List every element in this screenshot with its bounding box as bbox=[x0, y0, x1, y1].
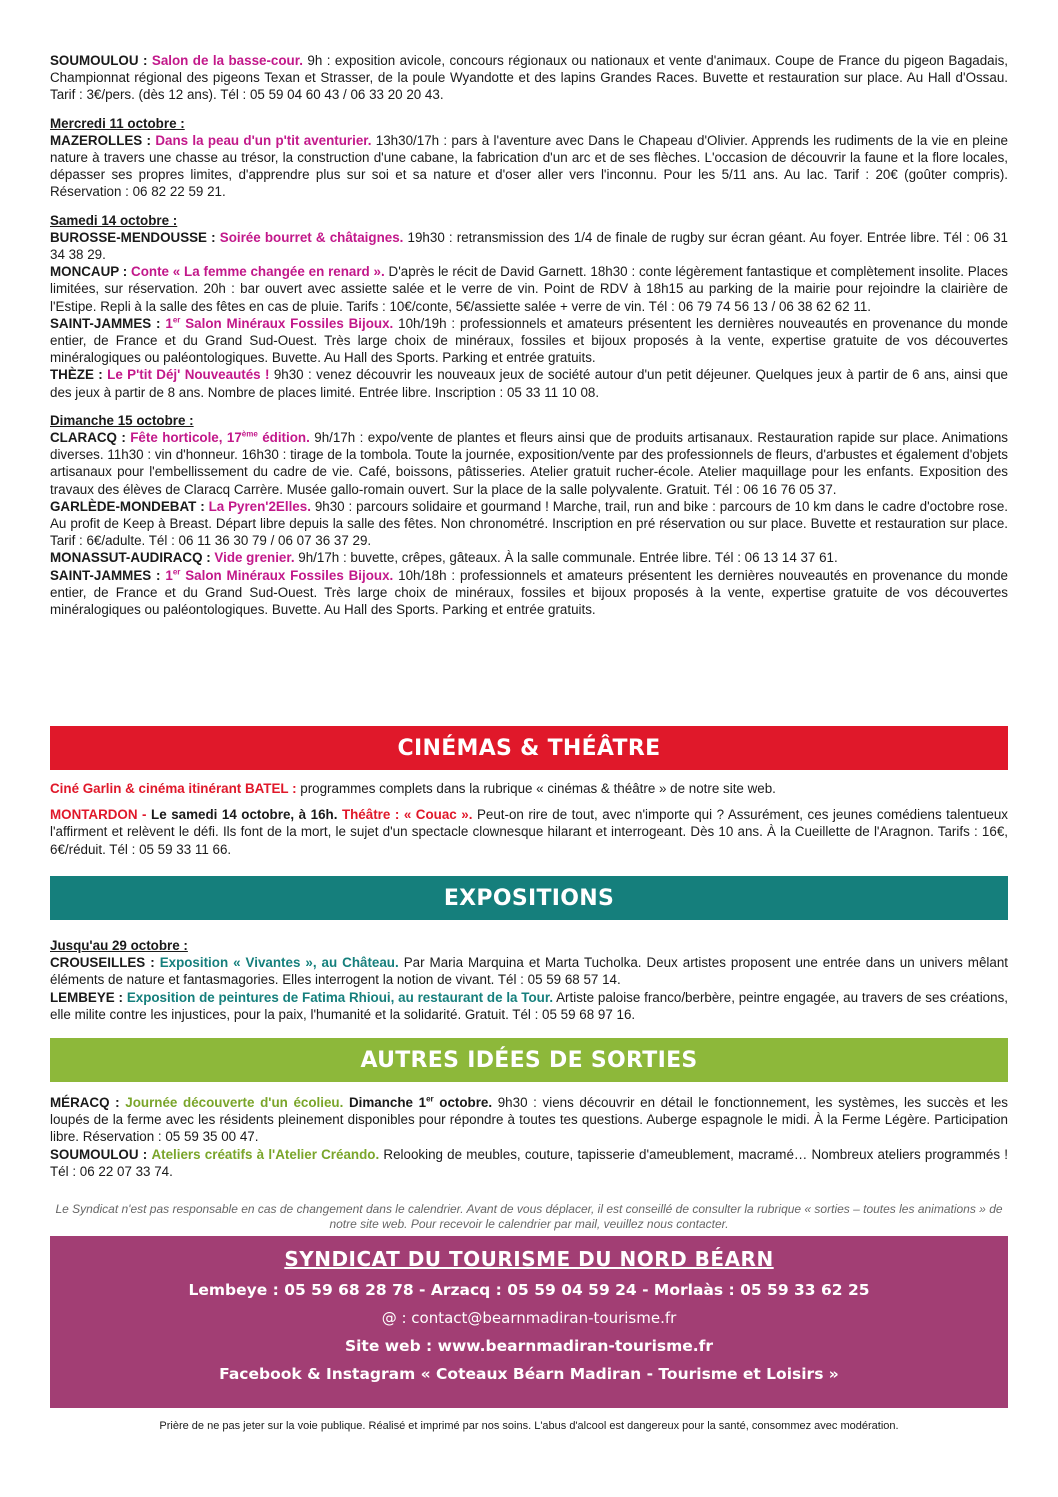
date-heading: Dimanche 15 octobre : bbox=[50, 412, 194, 428]
event-title-sup: er bbox=[172, 567, 181, 577]
event-title: Ateliers créatifs à l'Atelier Créando. bbox=[151, 1146, 380, 1162]
date-heading: Mercredi 11 octobre : bbox=[50, 115, 185, 131]
event-montardon bbox=[50, 806, 1008, 858]
event-title-text: Salon Minéraux Fossiles Bijoux. bbox=[185, 567, 394, 583]
event-title-text: Salon Minéraux Fossiles Bijoux. bbox=[185, 315, 394, 331]
event-theze bbox=[50, 366, 1008, 400]
event-text: Par Maria Marquina et Marta Tucholka. Deux artistes proposent une entrée dans un univers mêlant éléments de nature et fantasmagories. Elles interrogent la notion de vivant. Tél : 05 59 68 57 14. bbox=[50, 955, 1008, 988]
event-place: LEMBEYE : bbox=[50, 989, 123, 1005]
event-meracq bbox=[50, 1094, 1008, 1146]
event-date: Le samedi 14 octobre, à 16h. bbox=[151, 807, 338, 823]
event-claracq bbox=[50, 429, 1008, 498]
event-title-number: 1 bbox=[165, 315, 173, 331]
event-text: D'après le récit de David Garnett. 18h30 : conte légèrement fantastique et complètement insolite. Places limitées, sur réservation. 20h : bar ouvert avec assiette salée et le verre de vin. Point de RDV à 18h15 au parking de la mairie pour rejoindre la clairière de l'Estipe. Repli à la salle des fêtes en cas de pluie. Tarifs : 10€/conte, 5€/assiette salée + verre de vin. Tél : 06 79 74 56 13 / 06 38 62 62 11. bbox=[50, 264, 1008, 314]
event-place: MONTARDON bbox=[50, 807, 138, 823]
event-soumoulou-ateliers bbox=[50, 1146, 1008, 1180]
event-date bbox=[343, 1095, 492, 1110]
event-place: MONCAUP : bbox=[50, 264, 128, 280]
event-place: MÉRACQ : bbox=[50, 1095, 120, 1110]
cinemas-section bbox=[50, 780, 1008, 858]
event-text: Relooking de meubles, couture, tapisserie d'ameublement, macramé… Nombreux ateliers programmés ! Tél : 06 22 07 33 74. bbox=[50, 1146, 1008, 1179]
cinemas-heading: CINÉMAS & THÉÂTRE bbox=[50, 726, 1008, 770]
event-title: Ciné Garlin & cinéma itinérant BATEL : bbox=[50, 781, 297, 796]
event-text: 9h/17h : expo/vente de plantes et fleurs ainsi que de produits artisanaux. Restauration rapide sur place. Animations diverses. 11h30 : vin d'honneur. 16h30 : tirage de la tombola. Toute la journée, exposition/vente par des professionnels de fleurs, d'arbustes et également d'objets artisanaux pour l'embellissement du cadre de vie. Café, boissons, pâtisseries. Atelier gratuit rucher-école. Atelier maquillage pour les enfants. Exposition des travaux des élèves de Claracq Carrère. Musée gallo-romain ouvert. Sur la place de la salle polyvalente. Gratuit. Tél : 06 16 76 05 37. bbox=[50, 430, 1008, 497]
event-title-sup: er bbox=[172, 315, 181, 325]
event-title-post: édition. bbox=[257, 430, 310, 446]
events-section bbox=[50, 52, 1008, 618]
event-title: Dans la peau d'un p'tit aventurier. bbox=[155, 132, 372, 148]
footer-contact-box bbox=[50, 1236, 1008, 1408]
footer-title: SYNDICAT DU TOURISME DU NORD BÉARN bbox=[284, 1247, 774, 1271]
footer-phones: Lembeye : 05 59 68 28 78 - Arzacq : 05 59 04 59 24 - Morlaàs : 05 59 33 62 25 bbox=[188, 1281, 870, 1299]
event-text: Artiste paloise franco/berbère, peintre engagée, au travers de ses créations, elle milite contre les injustices, pour la paix, l'humanité et la solidarité. Gratuit. Tél : 05 59 68 97 16. bbox=[50, 989, 1008, 1022]
bottom-note: Prière de ne pas jeter sur la voie publique. Réalisé et imprimé par nos soins. L'abus d'alcool est dangereux pour la santé, consommez avec modération. bbox=[159, 1420, 899, 1432]
event-saint-jammes-sat bbox=[50, 315, 1008, 367]
event-title: Le P'tit Déj' Nouveautés ! bbox=[107, 367, 270, 383]
event-text: 9h30 : viens découvrir en détail le fonctionnement, les systèmes, les succès et les loupés de la ferme avec les résidents pleinement disponibles pour répondre à toutes tes questions. Auberge espagnole le midi. À la Ferme Légère. Participation libre. Réservation : 05 59 35 00 47. bbox=[50, 1095, 1008, 1145]
event-text: 9h30 : venez découvrir les nouveaux jeux de société autour d'un petit déjeuner. Quelques jeux à partir de 6 ans, ainsi que des jeux à partir de 8 ans. Nombre de places limité. Entrée libre. Inscription : 05 33 11 10 08. bbox=[50, 367, 1008, 400]
event-place: MONASSUT-AUDIRACQ : bbox=[50, 550, 211, 566]
event-title: Salon de la basse-cour. bbox=[151, 53, 303, 68]
event-place: SAINT-JAMMES : bbox=[50, 567, 161, 583]
event-soumoulou bbox=[50, 52, 1008, 104]
disclaimer: Le Syndicat n'est pas responsable en cas de changement dans le calendrier. Avant de vous déplacer, il est conseillé de consulter la rubrique « sorties – toutes les animations » de notre site web. Pour recevoir le calendrier par mail, veuillez nous contacter. bbox=[55, 1202, 1003, 1231]
event-place: CROUSEILLES : bbox=[50, 955, 155, 971]
expositions-section bbox=[50, 937, 1008, 1023]
event-place: BUROSSE-MENDOUSSE : bbox=[50, 229, 216, 245]
event-mazerolles bbox=[50, 132, 1008, 201]
expositions-heading: EXPOSITIONS bbox=[50, 876, 1008, 920]
footer-website[interactable]: Site web : www.bearnmadiran-tourisme.fr bbox=[344, 1337, 714, 1355]
expo-lembeye bbox=[50, 989, 1008, 1023]
event-moncaup bbox=[50, 263, 1008, 315]
event-garlede bbox=[50, 498, 1008, 550]
autres-section bbox=[50, 1094, 1008, 1180]
event-title-text: Fête horticole, 17 bbox=[130, 430, 242, 446]
event-text: 9h/17h : buvette, crêpes, gâteaux. À la salle communale. Entrée libre. Tél : 06 13 14 37 61. bbox=[294, 550, 838, 566]
event-place: MAZEROLLES : bbox=[50, 132, 152, 148]
event-title: Exposition de peintures de Fatima Rhioui, au restaurant de la Tour. bbox=[126, 989, 554, 1005]
date-heading: Samedi 14 octobre : bbox=[50, 212, 178, 228]
autres-heading: AUTRES IDÉES DE SORTIES bbox=[50, 1038, 1008, 1082]
event-text: 10h/18h : professionnels et amateurs présentent les dernières nouveautés en provenance du monde entier, de France et du Grand Sud-Ouest. Très large choix de minéraux, fossiles et bijoux proposés à la vente, expertise gratuite de vos découvertes minéralogiques ou paléontologiques. Buvette. Au Hall des Sports. Parking et entrée gratuits. bbox=[50, 567, 1008, 618]
event-title: Soirée bourret & châtaignes. bbox=[219, 229, 404, 245]
footer-email[interactable]: @ : contact@bearnmadiran-tourisme.fr bbox=[381, 1309, 677, 1327]
event-place: SAINT-JAMMES : bbox=[50, 315, 161, 331]
event-place: GARLÈDE-MONDEBAT : bbox=[50, 498, 205, 514]
event-place: CLARACQ : bbox=[50, 430, 126, 446]
event-place: SOUMOULOU : bbox=[50, 1146, 148, 1162]
cinema-garlin bbox=[50, 780, 1008, 797]
expo-crouseilles bbox=[50, 954, 1008, 988]
event-title: Théâtre : « Couac ». bbox=[337, 807, 473, 823]
event-title: Vide grenier. bbox=[214, 550, 295, 566]
event-title: Conte « La femme changée en renard ». bbox=[131, 264, 385, 280]
event-text: 13h30/17h : pars à l'aventure avec Dans le Chapeau d'Olivier. Apprends les rudiments de la vie en pleine nature à travers une chasse au trésor, la construction d'une cabane, la fabrication d'un arc et de ses flèches. L'occasion de découvrir la faune et la flore locales, dépasser ses propres limites, d'apprendre plus sur soi et sa nature et d'oser aller vers l'inconnu. Pour les 5/11 ans. Au lac. Tarif : 20€ (goûter compris). Réservation : 06 82 22 59 21. bbox=[50, 132, 1008, 200]
event-text: 19h30 : retransmission des 1/4 de finale de rugby sur écran géant. Au foyer. Entrée libre. Tél : 06 31 34 38 29. bbox=[50, 229, 1008, 263]
event-title: La Pyren'2Elles. bbox=[208, 498, 311, 514]
event-place: SOUMOULOU : bbox=[50, 53, 148, 68]
event-separator: - bbox=[137, 807, 152, 823]
event-title: Exposition « Vivantes », au Château. bbox=[159, 955, 399, 971]
event-date-sup: er bbox=[426, 1094, 434, 1104]
date-heading: Jusqu'au 29 octobre : bbox=[50, 938, 188, 953]
event-title-number: 1 bbox=[165, 567, 173, 583]
event-title-sup: ème bbox=[241, 429, 258, 439]
event-text: 9h30 : parcours solidaire et gourmand ! Marche, trail, run and bike : parcours de 10 km dans le cadre d'octobre rose. Au profit de Keep à Breast. Départ libre depuis la salle des fêtes. Non chronométré. Inscription en pré réservation ou sur place. Buvette et restauration sur place. Tarif : 6€/adulte. Tél : 06 11 36 30 79 / 06 07 36 37 29. bbox=[50, 498, 1008, 549]
event-date-text: Dimanche 1 bbox=[343, 1095, 427, 1110]
event-title: Journée découverte d'un écolieu. bbox=[125, 1095, 344, 1110]
event-saint-jammes-sun bbox=[50, 567, 1008, 619]
event-burosse bbox=[50, 229, 1008, 263]
event-place: THÈZE : bbox=[50, 367, 103, 383]
event-title bbox=[165, 568, 393, 583]
event-text: 10h/19h : professionnels et amateurs présentent les dernières nouveautés en provenance du monde entier, de France et du Grand Sud-Ouest. Très large choix de minéraux, fossiles et bijoux proposés à la vente, expertise gratuite de vos découvertes minéralogiques ou paléontologiques. Buvette. Au Hall des Sports. Parking et entrée gratuits. bbox=[50, 315, 1008, 366]
event-text: 9h : exposition avicole, concours régionaux ou nationaux et vente d'animaux. Coupe de France du pigeon Bagadais, Championnat régional des pigeons Texan et Strasser, de la poule Wyandotte et des lapins Grandes Races. Buvette et restauration sur place. Au Hall d'Ossau. Tarif : 3€/pers. (dès 12 ans). Tél : 05 59 04 60 43 / 06 33 20 20 43. bbox=[50, 53, 1008, 103]
event-text: programmes complets dans la rubrique « cinémas & théâtre » de notre site web. bbox=[296, 781, 776, 796]
event-title bbox=[130, 430, 310, 445]
footer-social[interactable]: Facebook & Instagram « Coteaux Béarn Madiran - Tourisme et Loisirs » bbox=[219, 1365, 839, 1383]
event-date-post: octobre. bbox=[433, 1095, 493, 1110]
event-text: Peut-on rire de tout, avec n'importe qui ? Assurément, ces jeunes comédiens talentueux l'affirment et relèvent le défi. Ils font de la mort, le sujet d'un spectacle clownesque hilarant et interrogeant. Dès 10 ans. À la Cueillette de l'Aragnon. Tarifs : 16€, 6€/réduit. Tél : 05 59 33 11 66. bbox=[50, 807, 1008, 857]
event-monassut bbox=[50, 549, 1008, 566]
event-title bbox=[165, 316, 393, 331]
